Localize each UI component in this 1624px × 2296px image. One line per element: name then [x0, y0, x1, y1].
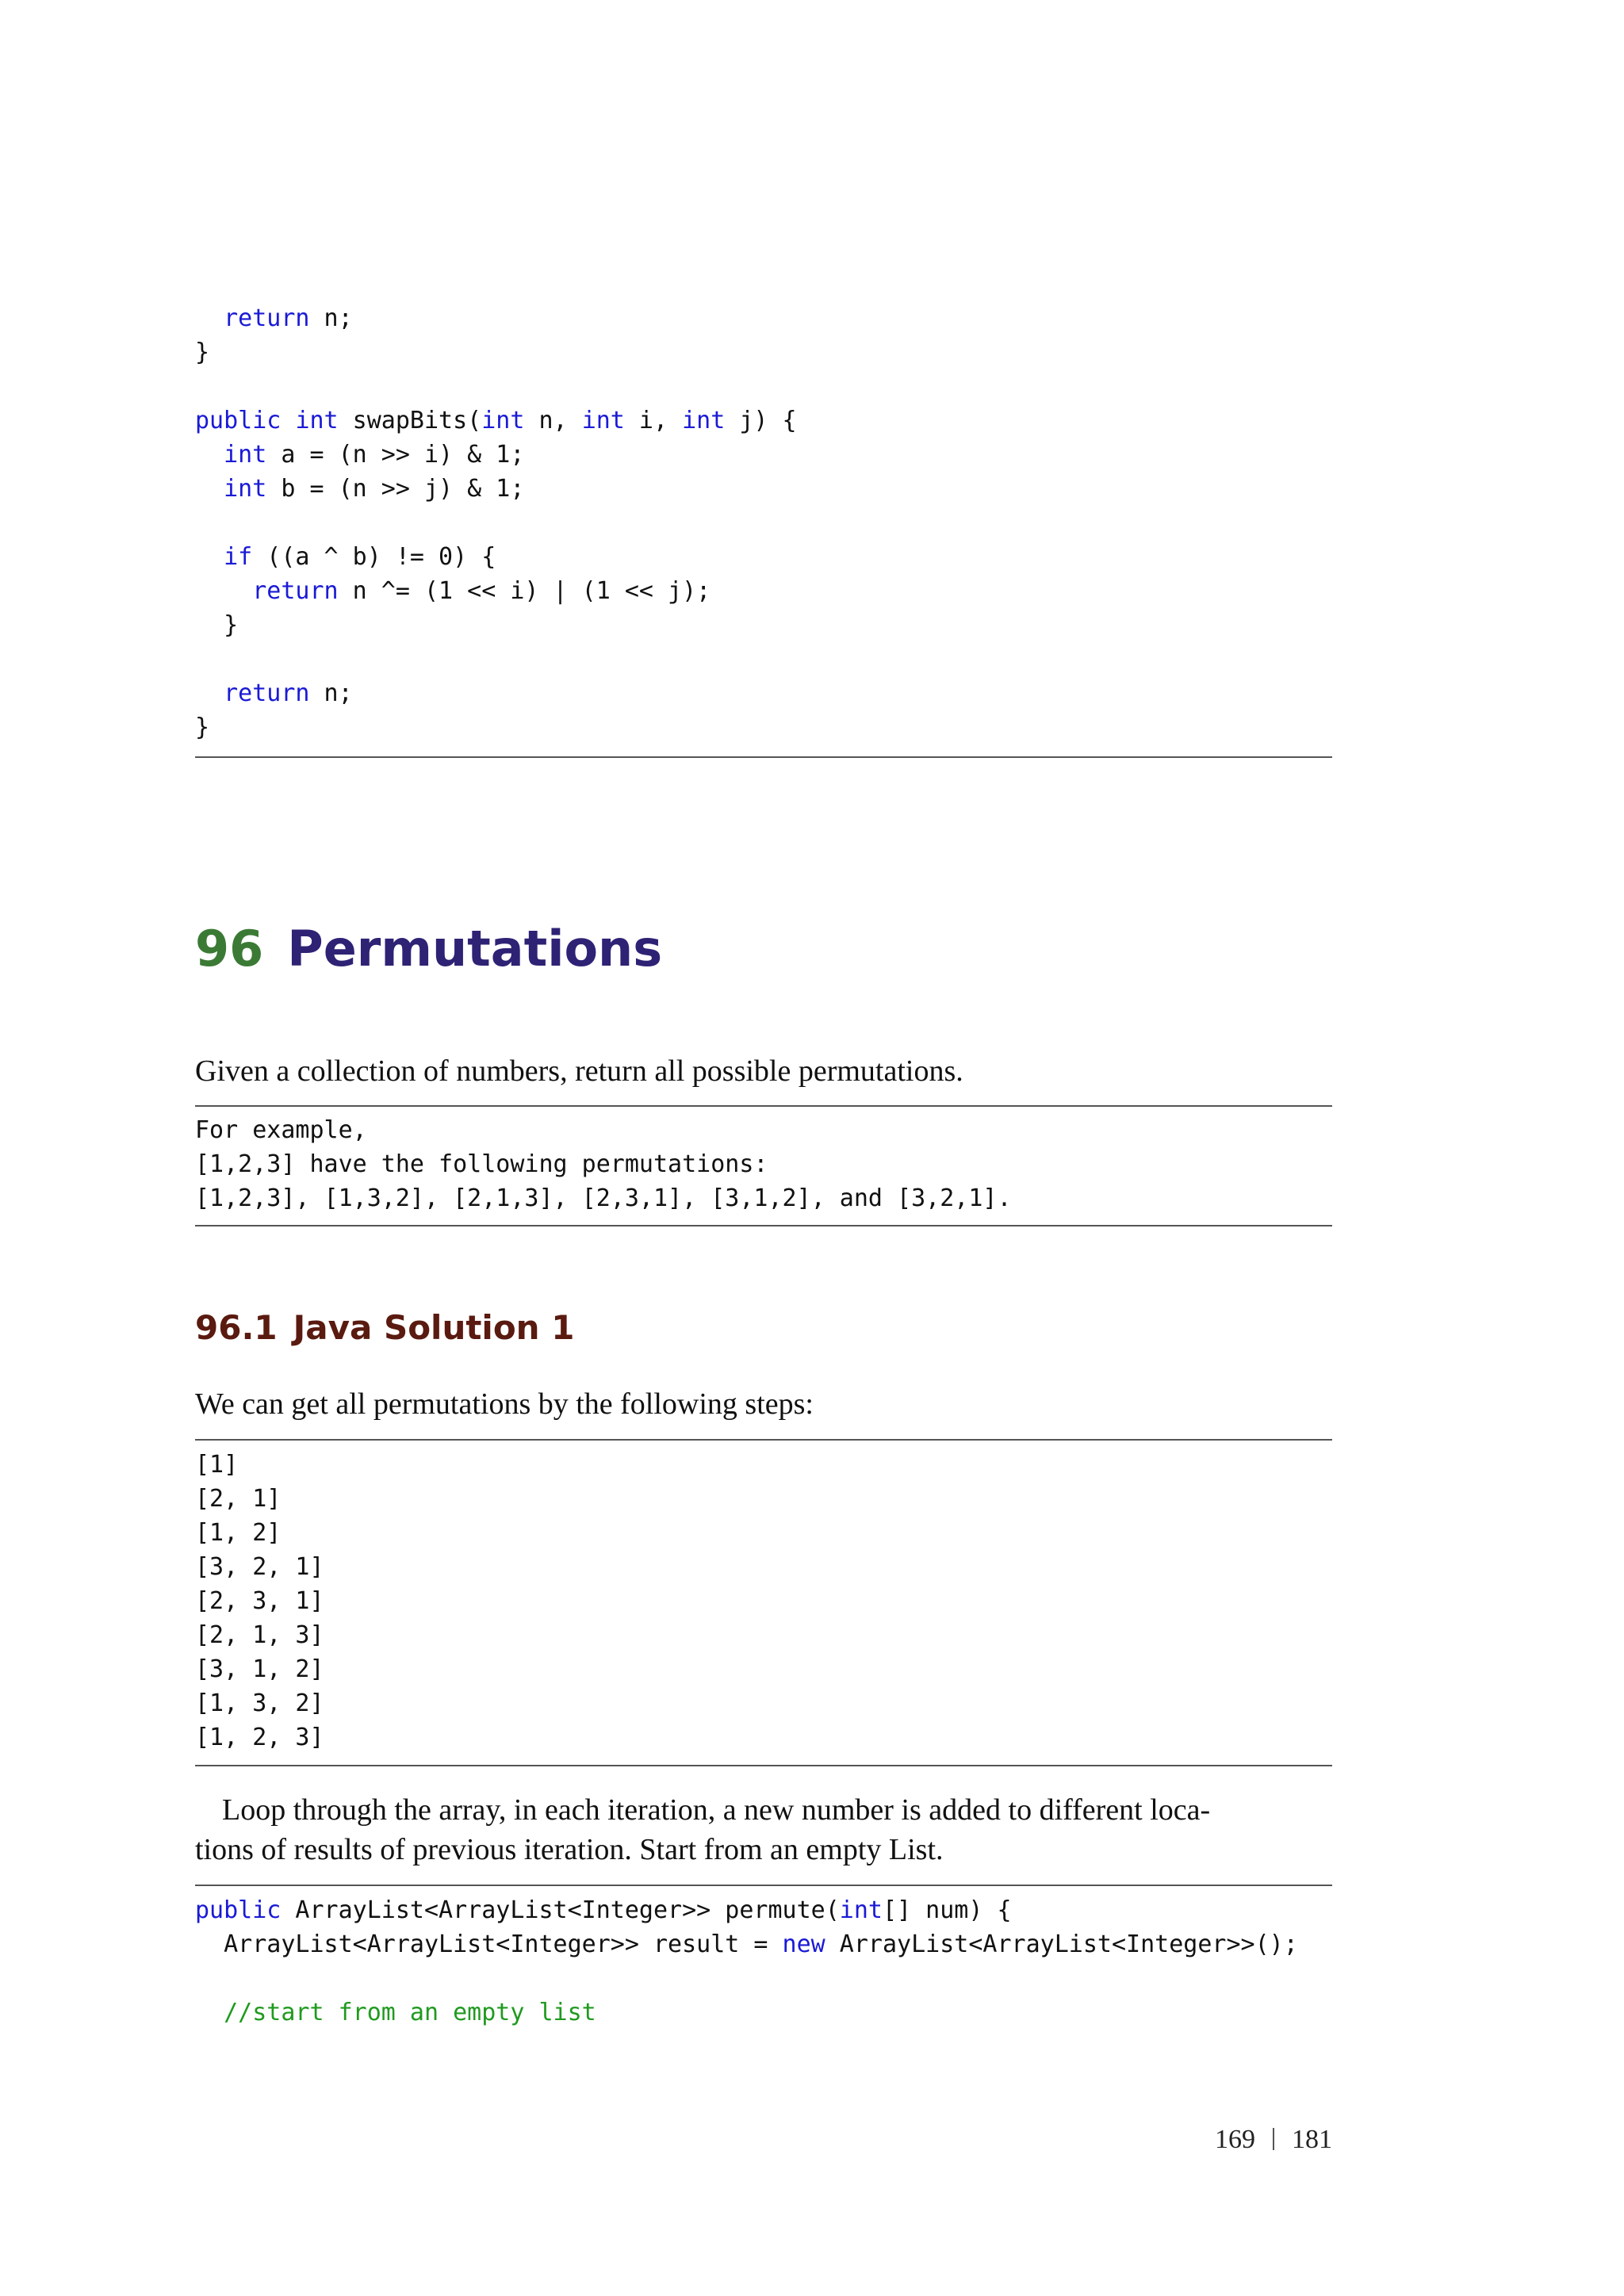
keyword: int — [295, 407, 339, 434]
keyword: int — [581, 407, 625, 434]
section-heading — [195, 920, 662, 978]
code-text: } — [224, 611, 239, 639]
code-block-bottom-rule — [195, 756, 1332, 758]
code-text — [195, 304, 224, 332]
code-text: } — [195, 714, 210, 741]
code-text: ArrayList<ArrayList<Integer>>(); — [825, 1931, 1298, 1958]
keyword: int — [682, 407, 726, 434]
example-bottom-rule — [195, 1225, 1332, 1226]
keyword: return — [224, 679, 310, 707]
keyword: public — [195, 407, 282, 434]
code-line — [195, 710, 209, 744]
subsection-number: 96.1 — [195, 1308, 278, 1347]
steps-line: [1, 2, 3] — [195, 1724, 324, 1751]
keyword: return — [252, 577, 339, 605]
code-line-result-init — [195, 1927, 1298, 1961]
code-text: j) { — [725, 407, 797, 434]
steps-line: [1] — [195, 1451, 239, 1479]
code-text — [281, 407, 295, 434]
code-text: [] num) { — [882, 1896, 1012, 1924]
code-text: n ^= (1 << i) | (1 << j); — [338, 577, 711, 605]
keyword: int — [224, 475, 267, 503]
code-line-permute-signature — [195, 1893, 1012, 1927]
steps-line: [2, 1, 3] — [195, 1621, 324, 1649]
keyword: public — [195, 1896, 282, 1924]
code-text — [195, 679, 224, 707]
subsection-intro: We can get all permutations by the following steps: — [195, 1387, 814, 1421]
code-text: n, — [524, 407, 582, 434]
page-number — [1110, 2125, 1332, 2155]
code-text — [195, 611, 224, 639]
code-text: n; — [309, 679, 353, 707]
section-intro: Given a collection of numbers, return all possible permutations. — [195, 1054, 963, 1088]
code-line — [195, 438, 524, 472]
current-page: 169 — [1215, 2125, 1255, 2154]
keyword: int — [481, 407, 525, 434]
code-text: ArrayList<ArrayList<Integer>> permute( — [281, 1896, 840, 1924]
code-text: } — [195, 339, 210, 366]
code-text: b = (n >> j) & 1; — [266, 475, 525, 503]
example-line-2: [1,2,3] have the following permutations: — [195, 1150, 768, 1178]
code-text: swapBits( — [338, 407, 482, 434]
section-number: 96 — [195, 920, 264, 978]
subsection-title: Java Solution 1 — [293, 1308, 575, 1347]
steps-bottom-rule — [195, 1765, 1332, 1766]
page-separator — [1273, 2128, 1274, 2150]
code-text: ArrayList<ArrayList<Integer>> result = — [195, 1931, 783, 1958]
code-line — [195, 574, 710, 608]
explanation-line-1: Loop through the array, in each iteration, a new number is added to different loca- — [222, 1793, 1211, 1827]
code-comment: //start from an empty list — [195, 1999, 596, 2026]
code-text: ((a ^ b) != 0) { — [252, 543, 496, 571]
keyword: int — [839, 1896, 883, 1924]
code-line — [195, 404, 797, 438]
keyword: int — [224, 441, 267, 469]
code-line — [195, 335, 209, 369]
section-title: Permutations — [287, 920, 663, 978]
keyword: return — [224, 304, 310, 332]
steps-line: [3, 2, 1] — [195, 1553, 324, 1581]
code-line — [195, 472, 524, 506]
code-bottom-top-rule — [195, 1885, 1332, 1886]
keyword: if — [224, 543, 253, 571]
code-line — [195, 608, 238, 642]
code-text: i, — [624, 407, 683, 434]
code-text — [195, 577, 252, 605]
code-line — [195, 301, 353, 335]
steps-line: [2, 1] — [195, 1485, 282, 1513]
explanation-line-2: tions of results of previous iteration. Start from an empty List. — [195, 1833, 944, 1866]
code-text: n; — [309, 304, 353, 332]
steps-top-rule — [195, 1439, 1332, 1441]
code-line — [195, 540, 496, 574]
steps-line: [1, 2] — [195, 1519, 282, 1547]
code-text: a = (n >> i) & 1; — [266, 441, 525, 469]
code-line — [195, 676, 353, 710]
code-text — [195, 441, 224, 469]
example-line-3: [1,2,3], [1,3,2], [2,1,3], [2,3,1], [3,1,2], and [3,2,1]. — [195, 1184, 1012, 1212]
steps-line: [3, 1, 2] — [195, 1655, 324, 1683]
code-text — [195, 543, 224, 571]
steps-line: [2, 3, 1] — [195, 1587, 324, 1615]
example-line-1: For example, — [195, 1116, 367, 1144]
code-text — [195, 475, 224, 503]
total-pages: 181 — [1292, 2125, 1332, 2154]
keyword: new — [782, 1931, 825, 1958]
example-top-rule — [195, 1105, 1332, 1107]
steps-line: [1, 3, 2] — [195, 1689, 324, 1717]
subsection-heading — [195, 1308, 574, 1347]
